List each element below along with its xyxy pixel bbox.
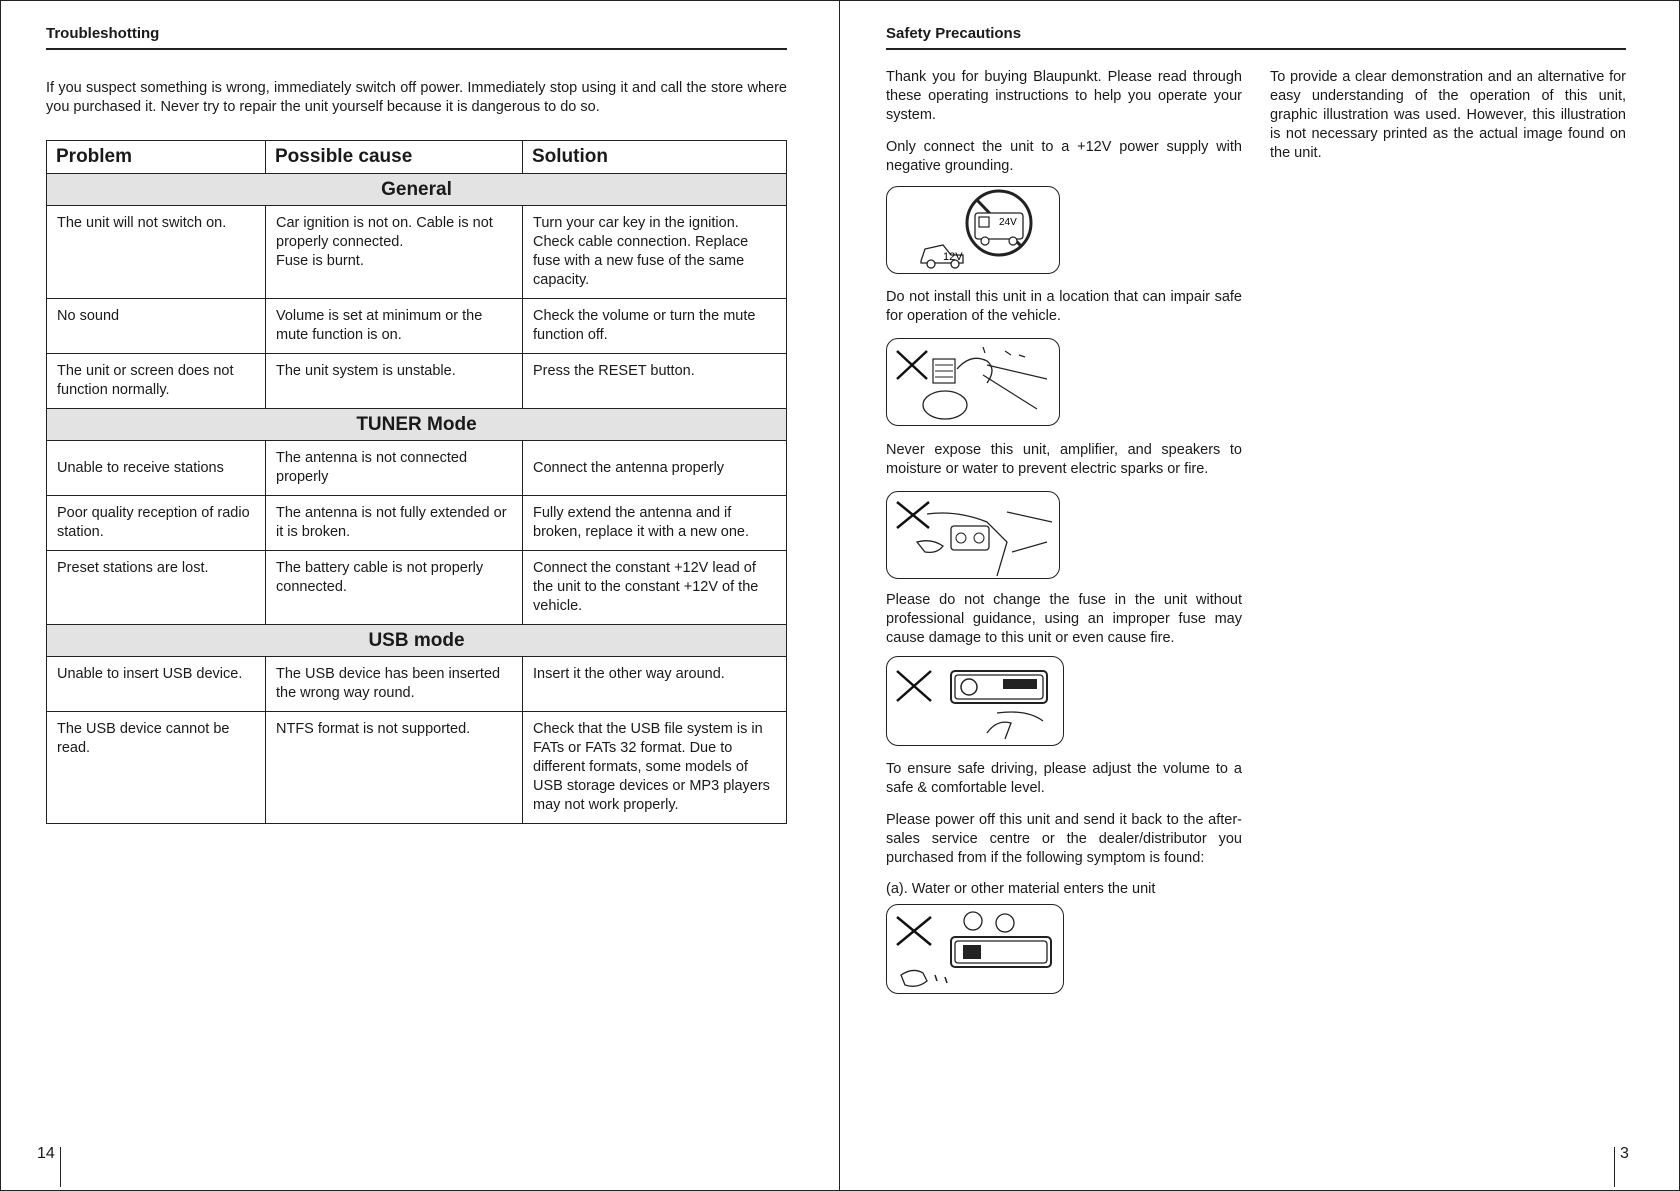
page-number-left: 14: [37, 1145, 55, 1162]
solution-cell: Connect the antenna properly: [523, 441, 787, 496]
fuse-illustration: [886, 656, 1064, 746]
illustration-disclaimer: To provide a clear demonstration and an alternative for easy understanding of the operation of this unit, graphic illustration was used. However, this illustration is not necessary printed as the actual image found on the unit.: [1270, 69, 1626, 161]
safety-paragraph: Please power off this unit and send it back to the after-sales service centre or the dealer/distributor you purchased from if the following symptom is found:: [886, 812, 1242, 866]
header-problem: Problem: [47, 141, 266, 174]
page-spine: [839, 0, 840, 1191]
solution-cell: Check the volume or turn the mute function off.: [523, 299, 787, 354]
no-unsafe-install-icon: [887, 339, 1059, 425]
page-number-tick-left: [60, 1147, 61, 1187]
problem-cell: The unit or screen does not function normally.: [47, 354, 266, 409]
safety-paragraph: To ensure safe driving, please adjust the volume to a safe & comfortable level.: [886, 761, 1242, 796]
voltage-illustration: [886, 186, 1060, 274]
problem-cell: Preset stations are lost.: [47, 551, 266, 625]
page-heading-safety-precautions: Safety Precautions: [886, 25, 1626, 50]
cause-cell: The antenna is not fully extended or it is broken.: [266, 496, 523, 551]
page-number-right: 3: [1620, 1145, 1629, 1162]
table-row: [47, 354, 787, 409]
header-solution: Solution: [523, 141, 787, 174]
cause-cell: NTFS format is not supported.: [266, 712, 523, 824]
voltage-warning-icon: [887, 187, 1059, 273]
solution-cell: Fully extend the antenna and if broken, replace it with a new one.: [523, 496, 787, 551]
table-row: [47, 712, 787, 824]
safety-paragraph: Do not install this unit in a location that can impair safe for operation of the vehicle.: [886, 289, 1242, 324]
cause-cell: The battery cable is not properly connected.: [266, 551, 523, 625]
water-entry-illustration: [886, 904, 1064, 994]
safety-paragraph: Only connect the unit to a +12V power supply with negative grounding.: [886, 139, 1242, 174]
cause-cell: The USB device has been inserted the wrong way round.: [266, 657, 523, 712]
no-fuse-change-icon: [887, 657, 1063, 745]
svg-text:12V: 12V: [943, 251, 963, 263]
safety-paragraph: (a). Water or other material enters the unit: [886, 881, 1156, 897]
safety-paragraph: Never expose this unit, amplifier, and speakers to moisture or water to prevent electric sparks or fire.: [886, 442, 1242, 477]
solution-cell: Press the RESET button.: [523, 354, 787, 409]
section-usb-mode: USB mode: [47, 625, 787, 657]
cause-cell: Car ignition is not on. Cable is not properly connected. Fuse is burnt.: [266, 206, 523, 299]
table-row: [47, 299, 787, 354]
left-page: [46, 0, 787, 1191]
safety-paragraph: Thank you for buying Blaupunkt. Please read through these operating instructions to help you operate your system.: [886, 69, 1242, 123]
table-row: [47, 496, 787, 551]
solution-cell: Connect the constant +12V lead of the unit to the constant +12V of the vehicle.: [523, 551, 787, 625]
section-general: General: [47, 174, 787, 206]
install-location-illustration: [886, 338, 1060, 426]
solution-cell: Check that the USB file system is in FATs or FATs 32 format. Due to different formats, some models of USB storage devices or MP3 players may not work properly.: [523, 712, 787, 824]
header-possible-cause: Possible cause: [266, 141, 523, 174]
problem-cell: Poor quality reception of radio station.: [47, 496, 266, 551]
no-moisture-icon: [887, 492, 1059, 578]
problem-cell: Unable to insert USB device.: [47, 657, 266, 712]
problem-cell: Unable to receive stations: [47, 441, 266, 496]
no-water-entry-icon: [887, 905, 1063, 993]
problem-cell: The unit will not switch on.: [47, 206, 266, 299]
cause-cell: The antenna is not connected properly: [266, 441, 523, 496]
cause-cell: The unit system is unstable.: [266, 354, 523, 409]
cause-cell: Volume is set at minimum or the mute function is on.: [266, 299, 523, 354]
solution-cell: Insert it the other way around.: [523, 657, 787, 712]
safety-paragraph: Please do not change the fuse in the unit without professional guidance, using an improper fuse may cause damage to this unit or even cause fire.: [886, 592, 1242, 646]
solution-cell: Turn your car key in the ignition. Check cable connection. Replace fuse with a new fuse of the same capacity.: [523, 206, 787, 299]
table-row: [47, 206, 787, 299]
moisture-illustration: [886, 491, 1060, 579]
troubleshooting-intro: If you suspect something is wrong, immediately switch off power. Immediately stop using it and call the store where you purchased it. Never try to repair the unit yourself because it is dangerous to do so.: [46, 80, 787, 115]
table-row: [47, 441, 787, 496]
problem-cell: The USB device cannot be read.: [47, 712, 266, 824]
problem-cell: No sound: [47, 299, 266, 354]
page-heading-troubleshooting: Troubleshotting: [46, 25, 787, 50]
section-tuner-mode: TUNER Mode: [47, 409, 787, 441]
page-number-tick-right: [1614, 1147, 1615, 1187]
table-row: [47, 657, 787, 712]
table-row: [47, 551, 787, 625]
svg-text:24V: 24V: [999, 217, 1017, 228]
right-page: [886, 0, 1626, 1191]
troubleshooting-table: [46, 140, 787, 824]
